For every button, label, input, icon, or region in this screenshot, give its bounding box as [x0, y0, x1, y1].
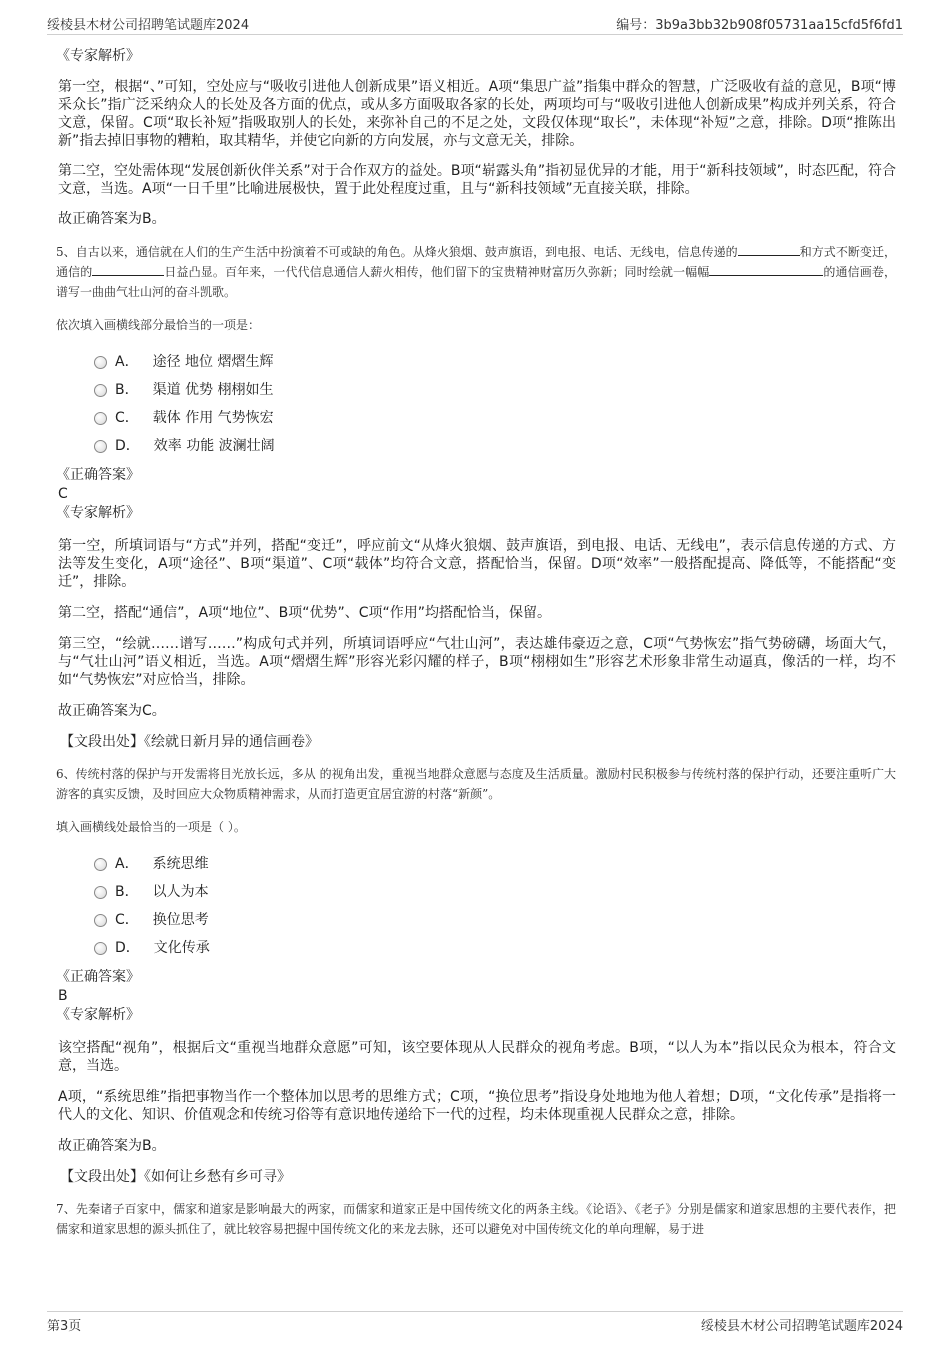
- blank-line: [738, 242, 800, 256]
- page-header: [47, 10, 903, 35]
- radio-icon[interactable]: [94, 356, 107, 369]
- radio-icon[interactable]: [94, 384, 107, 397]
- option-c[interactable]: C． 载体 作用 气势恢宏: [94, 404, 896, 432]
- page-footer: [47, 1311, 903, 1336]
- answer-value: C: [58, 486, 68, 502]
- answer-label: 《正确答案》: [56, 467, 140, 483]
- page-content: [56, 46, 896, 1239]
- option-d[interactable]: D． 文化传承: [94, 934, 896, 962]
- radio-icon[interactable]: [94, 440, 107, 453]
- option-c[interactable]: C． 换位思考: [94, 906, 896, 934]
- option-b[interactable]: B． 以人为本: [94, 878, 896, 906]
- analysis-paragraph: 第一空，根据“、”可知，空处应与“吸收引进他人创新成果”语义相近。A项“集思广益”指集中群众的智慧，广泛吸收有益的意见，B项“博采众长”指广泛采纳众人的长处及各方面的优点，或从多方面吸取各家的长处，两项均可与“吸收引进他人创新成果”构成并列关系，符合文意，保留。C项“取长补短”指吸取别人的长处，来弥补自己的不足之处，文段仅体现“取长”，未体现“补短”之意，排除。D项“推陈出新”指去掉旧事物的糟粕，取其精华，并使它向新的方向发展，亦与文意无关，排除。: [58, 79, 896, 149]
- question-7-text: 7、先秦诸子百家中，儒家和道家是影响最大的两家，而儒家和道家正是中国传统文化的两条主线。《论语》、《老子》分别是儒家和道家思想的主要代表作，把儒家和道家思想的源头抓住了，就比较容易把握中国传统文化的来龙去脉，还可以避免对中国传统文化的单向理解，易于进: [56, 1202, 896, 1236]
- analysis-paragraph: 第二空，空处需体现“发展创新伙伴关系”对于合作双方的益处。B项“崭露头角”指初显优异的才能，用于“新科技领域”，时态匹配，符合文意，当选。A项“一日千里”比喻进展极快，置于此处程度过重，且与“新科技领域”无直接关联，排除。: [58, 163, 896, 197]
- source-citation: 【文段出处】《绘就日新月异的通信画卷》: [60, 734, 319, 750]
- question-5-text: 5、自古以来，通信就在人们的生产生活中扮演着不可或缺的角色。从烽火狼烟、鼓声旗语，到电报、电话、无线电，信息传递的 和方式不断变迁，通信的 日益凸显。百年来，一代代信息通信人薪火相传，他们留下的宝贵精神财富历久弥新；同时绘就一幅幅 的通信画卷，谱写一曲曲气壮山河的奋斗凯歌。: [56, 242, 896, 302]
- option-b[interactable]: B． 渠道 优势 栩栩如生: [94, 376, 896, 404]
- analysis-paragraph: 第三空，“绘就……谱写……”构成句式并列，所填词语呼应“气壮山河”，表达雄伟豪迈之意，C项“气势恢宏”指气势磅礴，场面大气，与“气壮山河”语义相近，当选。A项“熠熠生辉”形容光彩闪耀的样子，B项“栩栩如生”形容艺术形象非常生动逼真，像活的一样，均不如“气势恢宏”对应恰当，排除。: [58, 636, 896, 688]
- question-5-prompt: 依次填入画横线部分最恰当的一项是：: [56, 318, 261, 332]
- analysis-paragraph: 第二空，搭配“通信”，A项“地位”、B项“优势”、C项“作用”均搭配恰当，保留。: [58, 605, 551, 621]
- question-5-options: [94, 348, 896, 460]
- option-a[interactable]: A． 系统思维: [94, 850, 896, 878]
- analysis-paragraph: 第一空，所填词语与“方式”并列，搭配“变迁”，呼应前文“从烽火狼烟、鼓声旗语，到电报、电话、无线电”，表示信息传递的方式、方法等发生变化，A项“途径”、B项“渠道”、C项“载体”均符合文意，搭配恰当，保留。D项“效率”一般搭配提高、降低等，不能搭配“变迁”，排除。: [58, 538, 896, 590]
- option-a[interactable]: A． 途径 地位 熠熠生辉: [94, 348, 896, 376]
- analysis-paragraph: 故正确答案为B。: [58, 1138, 166, 1154]
- question-6-prompt: 填入画横线处最恰当的一项是（ ）。: [56, 820, 246, 834]
- radio-icon[interactable]: [94, 914, 107, 927]
- answer-label: 《正确答案》: [56, 969, 140, 985]
- footer-page-number: 第3页: [47, 1319, 82, 1334]
- analysis-paragraph: 该空搭配“视角”，根据后文“重视当地群众意愿”可知，该空要体现从人民群众的视角考虑。B项，“以人为本”指以民众为根本，符合文意，当选。: [58, 1040, 896, 1074]
- header-code: 编号：3b9a3bb32b908f05731aa15cfd5f6fd1: [616, 18, 903, 33]
- analysis-label: 《专家解析》: [56, 1007, 140, 1023]
- radio-icon[interactable]: [94, 886, 107, 899]
- source-citation: 【文段出处】《如何让乡愁有乡可寻》: [60, 1169, 291, 1185]
- answer-value: B: [58, 988, 68, 1004]
- footer-title: 绥棱县木材公司招聘笔试题库2024: [700, 1319, 903, 1334]
- blank-line: [709, 262, 823, 276]
- radio-icon[interactable]: [94, 858, 107, 871]
- analysis-paragraph: 故正确答案为B。: [58, 211, 166, 227]
- analysis-paragraph: 故正确答案为C。: [58, 703, 166, 719]
- analysis-paragraph: A项，“系统思维”指把事物当作一个整体加以思考的思维方式；C项，“换位思考”指设身处地地为他人着想；D项，“文化传承”是指将一代人的文化、知识、价值观念和传统习俗等有意识地传递给下一代的过程，均未体现重视人民群众之意，排除。: [58, 1089, 896, 1123]
- analysis-label: 《专家解析》: [56, 505, 140, 521]
- analysis-label: 《专家解析》: [56, 48, 140, 64]
- radio-icon[interactable]: [94, 942, 107, 955]
- header-title: 绥棱县木材公司招聘笔试题库2024: [47, 18, 250, 33]
- radio-icon[interactable]: [94, 412, 107, 425]
- question-6-options: [94, 850, 896, 962]
- question-6-text: 6、传统村落的保护与开发需将目光放长远，多从 的视角出发，重视当地群众意愿与态度及生活质量。激励村民积极参与传统村落的保护行动，还要注重听广大游客的真实反馈，及时回应大众物质精神需求，从而打造更宜居宜游的村落“新颜”。: [56, 767, 896, 801]
- option-d[interactable]: D． 效率 功能 波澜壮阔: [94, 432, 896, 460]
- blank-line: [92, 262, 164, 276]
